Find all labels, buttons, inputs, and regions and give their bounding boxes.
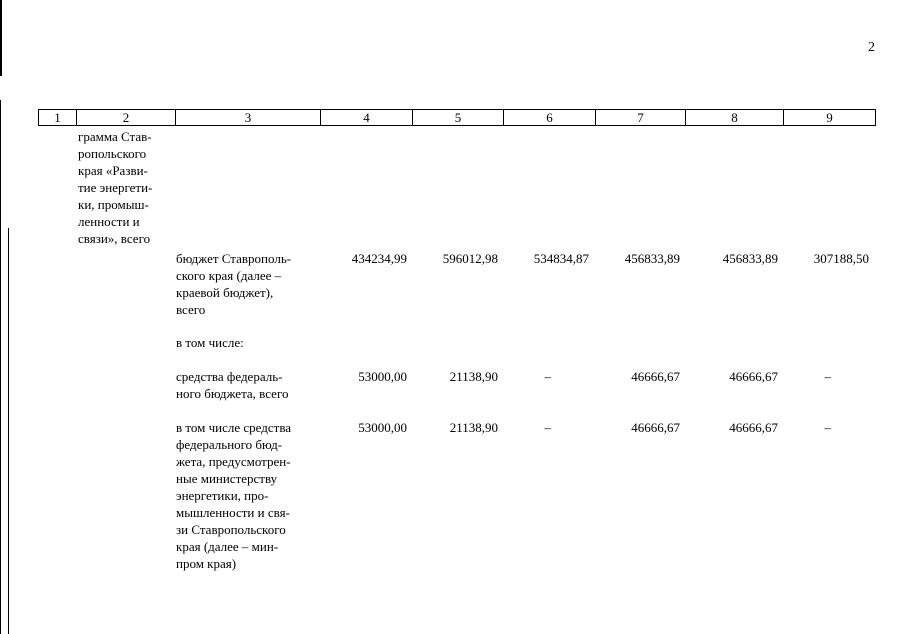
header-col-1: 1	[54, 110, 61, 125]
row-4-col-8: 46666,67	[729, 420, 778, 435]
header-col-7: 7	[595, 110, 685, 125]
row-1-label: бюджет Ставрополь- ского края (далее – краевой бюджет), всего	[176, 251, 292, 317]
row-3-col-5: 21138,90	[449, 369, 498, 384]
row-1-col-6: 534834,87	[533, 251, 589, 266]
header-col-9: 9	[783, 110, 875, 125]
row-3-col-6: –	[544, 369, 551, 384]
row-4-col-5: 21138,90	[449, 420, 498, 435]
row-1-col-5: 596012,98	[442, 251, 498, 266]
row-4-col-6: –	[544, 420, 551, 435]
row-3-col-7: 46666,67	[631, 369, 680, 384]
header-col-2: 2	[76, 110, 175, 125]
row-3-col-8: 46666,67	[729, 369, 778, 384]
row-3-col-9: –	[824, 369, 831, 384]
row-4-col-9: –	[824, 420, 831, 435]
row-3-col-4: 53000,00	[358, 369, 407, 384]
program-name-cell: грамма Став- ропольского края «Разви- тие энергети- ки, промыш- ленности и связи», всего	[78, 129, 153, 246]
header-col-8: 8	[685, 110, 783, 125]
table-header-row	[38, 109, 876, 126]
row-2-label: в том числе:	[176, 335, 244, 350]
header-col-4: 4	[320, 110, 412, 125]
row-4-col-4: 53000,00	[358, 420, 407, 435]
row-1-col-7: 456833,89	[624, 251, 680, 266]
header-col-6: 6	[503, 110, 595, 125]
row-4-label: в том числе средства федерального бюд- жета, предусмотрен- ные министерству энергетики, про- мышленности и свя- зи Ставропольского края (далее – мин- пром края)	[176, 420, 292, 571]
table-left-border-line	[8, 228, 9, 634]
row-1-col-8: 456833,89	[722, 251, 778, 266]
row-1-col-9: 307188,50	[813, 251, 869, 266]
row-3-label: средства федераль- ного бюджета, всего	[176, 369, 289, 401]
scan-edge-line-bottom	[0, 100, 1, 634]
scan-edge-line-top	[0, 0, 2, 76]
row-1-col-4: 434234,99	[351, 251, 407, 266]
header-col-3: 3	[175, 110, 320, 125]
header-col-5: 5	[412, 110, 503, 125]
page-number: 2	[868, 40, 875, 55]
row-4-col-7: 46666,67	[631, 420, 680, 435]
